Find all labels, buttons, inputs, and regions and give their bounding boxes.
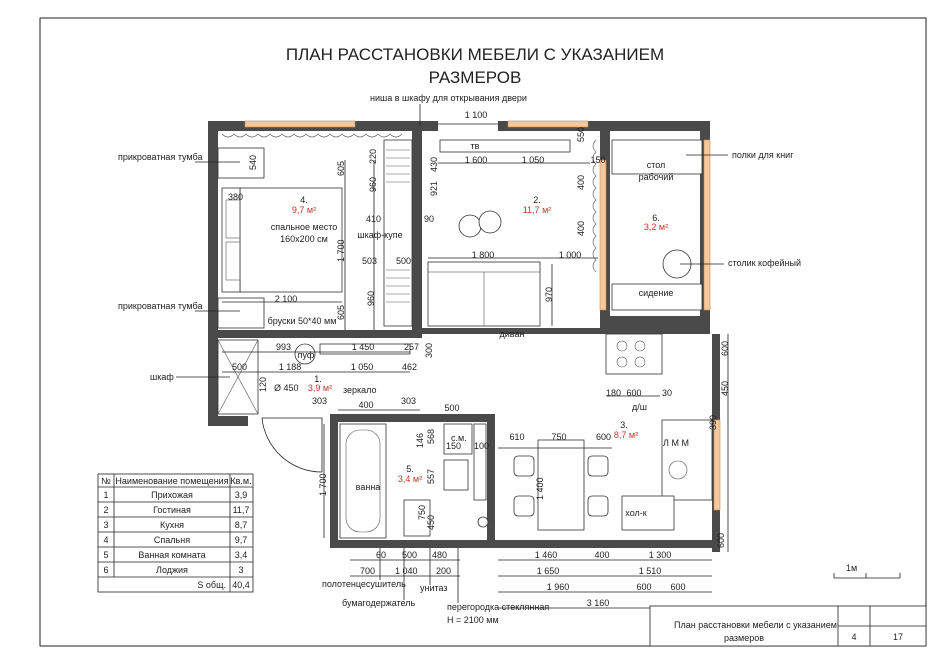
dim-921: 921 xyxy=(429,180,439,196)
dim-1400: 1 400 xyxy=(535,477,545,500)
window-living xyxy=(508,121,588,127)
seat-label: сидение xyxy=(638,288,674,298)
room-6-number: 6. xyxy=(652,213,660,223)
dim-257: 257 xyxy=(404,342,420,352)
table-total-label: S общ. xyxy=(197,580,226,590)
dim-b600a: 600 xyxy=(636,582,652,592)
dim-90: 90 xyxy=(424,214,435,224)
dim-540: 540 xyxy=(248,154,258,170)
dim-303a: 303 xyxy=(312,396,328,406)
bars-label: бруски 50*40 мм xyxy=(267,316,337,326)
dim-b1300: 1 300 xyxy=(648,550,672,560)
bed-headboard xyxy=(222,188,240,292)
dim-605b: 605 xyxy=(336,304,346,320)
table-row-6-area: 3 xyxy=(238,565,244,575)
dim-390: 390 xyxy=(708,414,718,430)
table-header-area: Кв.м. xyxy=(230,476,252,486)
nightstand-bottom-label: прикроватная тумба xyxy=(118,301,203,311)
table-row-2-area: 11,7 xyxy=(232,505,250,515)
table-row-3-name: Кухня xyxy=(159,520,185,530)
table-row-3-num: 3 xyxy=(103,520,109,530)
dim-600d: 600 xyxy=(716,532,726,548)
dishwasher-label: д/ш xyxy=(632,402,647,412)
dim-1700b: 1 700 xyxy=(318,473,328,496)
scale-label: 1м xyxy=(846,563,858,573)
dim-400b: 400 xyxy=(576,220,586,236)
table-row-5-area: 3,4 xyxy=(234,550,248,560)
round-table-2 xyxy=(479,211,501,233)
table-row-1-name: Прихожая xyxy=(151,490,193,500)
dim-1040: 1 040 xyxy=(395,566,418,576)
dim-1600: 1 600 xyxy=(464,155,488,165)
kitchen-counter-right xyxy=(662,420,712,500)
dim-500d: 500 xyxy=(402,550,418,560)
dim-1450: 1 450 xyxy=(351,342,375,352)
table-row-6-num: 6 xyxy=(103,565,109,575)
table-row-1-num: 1 xyxy=(103,490,109,500)
dim-605a: 605 xyxy=(336,160,346,176)
bathtub xyxy=(340,424,386,538)
dim-1100: 1 100 xyxy=(464,110,488,120)
room-4-number: 4. xyxy=(300,195,308,205)
dim-380: 380 xyxy=(228,192,244,202)
dim-400a: 400 xyxy=(576,174,586,190)
fridge-label: хол-к xyxy=(625,508,647,518)
chair-4 xyxy=(588,496,608,516)
chair-2 xyxy=(514,496,534,516)
dim-568: 568 xyxy=(426,428,436,444)
table-row-5-name: Ванная комната xyxy=(138,550,206,560)
dim-30: 30 xyxy=(662,388,673,398)
dim-970: 970 xyxy=(544,286,554,302)
dim-700: 700 xyxy=(360,566,376,576)
closet-label: шкаф xyxy=(150,372,174,382)
dim-993: 993 xyxy=(276,342,292,352)
dim-1800: 1 800 xyxy=(471,250,495,260)
dim-450b: 450 xyxy=(426,514,436,530)
washer-label: с.м. xyxy=(451,433,467,443)
title-block-name-2: размеров xyxy=(724,633,765,643)
dim-500b: 500 xyxy=(232,362,248,372)
shelves-label: полки для книг xyxy=(732,150,794,160)
dim-550: 550 xyxy=(576,126,586,142)
dim-430: 430 xyxy=(429,156,439,172)
dim-503: 503 xyxy=(362,256,378,266)
round-table-1 xyxy=(459,215,481,237)
title-block-sheet: 4 xyxy=(851,632,857,642)
dim-100: 100 xyxy=(474,441,490,451)
dim-b400: 400 xyxy=(594,550,610,560)
toilet-label: унитаз xyxy=(420,583,448,593)
dim-750b: 750 xyxy=(417,504,427,520)
title-block-name-1: План расстановки мебели с указанием xyxy=(674,620,837,630)
boiler xyxy=(478,517,488,527)
table-row-4-num: 4 xyxy=(103,535,109,545)
coffee-table-label: столик кофейный xyxy=(728,258,801,268)
sink xyxy=(444,460,468,490)
dim-1050b: 1 050 xyxy=(350,362,374,372)
table-row-1-area: 3,9 xyxy=(234,490,248,500)
room-1-area: 3,9 м² xyxy=(307,383,333,393)
dim-960b: 960 xyxy=(366,290,376,306)
room-1-number: 1. xyxy=(314,374,322,384)
dim-b1650: 1 650 xyxy=(536,566,560,576)
dim-500a: 500 xyxy=(396,256,412,266)
dim-600b: 600 xyxy=(626,388,642,398)
dim-610: 610 xyxy=(509,432,525,442)
dim-150: 150 xyxy=(590,155,606,165)
dim-303b: 303 xyxy=(401,396,417,406)
room-3-area: 8,7 м² xyxy=(613,430,639,440)
table-row-4-area: 9,7 xyxy=(234,535,248,545)
dim-557: 557 xyxy=(426,468,436,484)
room-6-area: 3,2 м² xyxy=(643,222,669,232)
room-2-number: 2. xyxy=(533,195,541,205)
dim-500c: 500 xyxy=(444,403,460,413)
dim-180: 180 xyxy=(606,388,622,398)
tv-stand xyxy=(440,140,570,152)
tv-label: тв xyxy=(470,141,480,151)
plan-title-line1: ПЛАН РАССТАНОВКИ МЕБЕЛИ С УКАЗАНИЕМ xyxy=(285,45,665,64)
diameter-label: Ø 450 xyxy=(274,383,299,393)
entrance-door xyxy=(262,418,322,472)
bath-label: ванна xyxy=(355,482,381,492)
mirror-label: зеркало xyxy=(343,385,377,395)
dim-b1510: 1 510 xyxy=(638,566,662,576)
partition-label-1: перегородка стеклянная xyxy=(447,602,550,612)
table-header-num: № xyxy=(101,476,111,486)
lmm-label: Л М М xyxy=(663,438,689,448)
dim-120: 120 xyxy=(258,376,268,392)
window-kitchen xyxy=(714,420,720,510)
table-total-value: 40,4 xyxy=(232,580,250,590)
partition-label-2: H = 2100 мм xyxy=(447,615,499,625)
bedroom-curtain xyxy=(222,134,402,137)
dim-1188: 1 188 xyxy=(278,362,302,372)
dim-600c: 600 xyxy=(596,432,612,442)
window-bedroom xyxy=(245,121,355,127)
towel-label: полотенцесушитель xyxy=(322,579,406,589)
dim-410: 410 xyxy=(366,214,382,224)
chair-1 xyxy=(514,456,534,476)
plan-title-line2: РАЗМЕРОВ xyxy=(428,68,522,87)
pouf-label: пуф xyxy=(297,350,315,360)
room-5-area: 3,4 м² xyxy=(397,474,423,484)
title-block-sheets: 17 xyxy=(892,632,904,642)
nightstand-bottom xyxy=(218,298,264,328)
dim-1700a: 1 700 xyxy=(336,239,346,262)
dim-750: 750 xyxy=(551,432,567,442)
table-row-4-name: Спальня xyxy=(153,535,191,545)
dim-462: 462 xyxy=(402,362,418,372)
dim-450: 450 xyxy=(720,380,730,396)
dim-1050a: 1 050 xyxy=(521,155,545,165)
window-loggia-left xyxy=(600,160,606,310)
dim-200: 200 xyxy=(436,566,452,576)
dim-b1960: 1 960 xyxy=(546,582,570,592)
dim-600a: 600 xyxy=(720,340,730,356)
paper-label: бумагодержатель xyxy=(342,598,416,608)
bath-shelf xyxy=(474,424,486,500)
dim-150b: 150 xyxy=(446,441,462,451)
room-3-number: 3. xyxy=(620,420,628,430)
desk-label-2: рабочий xyxy=(638,172,674,182)
table-row-5-num: 5 xyxy=(103,550,109,560)
dim-480: 480 xyxy=(432,550,448,560)
niche-label: ниша в шкафу для открывания двери xyxy=(370,93,527,103)
dim-960a: 960 xyxy=(368,176,378,192)
dim-60: 60 xyxy=(376,550,387,560)
dim-b1460: 1 460 xyxy=(534,550,558,560)
dim-1000: 1 000 xyxy=(558,250,582,260)
bed-label-1: спальное место xyxy=(270,222,338,232)
dim-400c: 400 xyxy=(358,400,374,410)
wardrobe-coupe-label: шкаф-купе xyxy=(357,230,403,240)
sofa-label: диван xyxy=(499,329,525,339)
table-header-name: Наименование помещения xyxy=(115,476,229,486)
table-row-6-name: Лоджия xyxy=(156,565,188,575)
table-row-3-area: 8,7 xyxy=(234,520,248,530)
table-row-2-num: 2 xyxy=(103,505,109,515)
kitchen-counter-top xyxy=(606,334,662,374)
dim-300a: 300 xyxy=(424,342,434,358)
chair-3 xyxy=(588,456,608,476)
room-5-number: 5. xyxy=(406,464,414,474)
dim-146: 146 xyxy=(415,432,425,448)
dim-220: 220 xyxy=(368,148,378,164)
window-loggia-right xyxy=(704,140,710,310)
nightstand-top-label: прикроватная тумба xyxy=(118,152,203,162)
table-row-2-name: Гостиная xyxy=(153,505,191,515)
dim-b3160: 3 160 xyxy=(586,598,610,608)
room-4-area: 9,7 м² xyxy=(291,205,317,215)
room-2-area: 11,7 м² xyxy=(522,205,552,215)
bed-label-2: 160х200 см xyxy=(280,234,328,244)
desk-label-1: стол xyxy=(646,160,666,170)
dim-b600b: 600 xyxy=(670,582,686,592)
dim-2100: 2 100 xyxy=(274,294,298,304)
